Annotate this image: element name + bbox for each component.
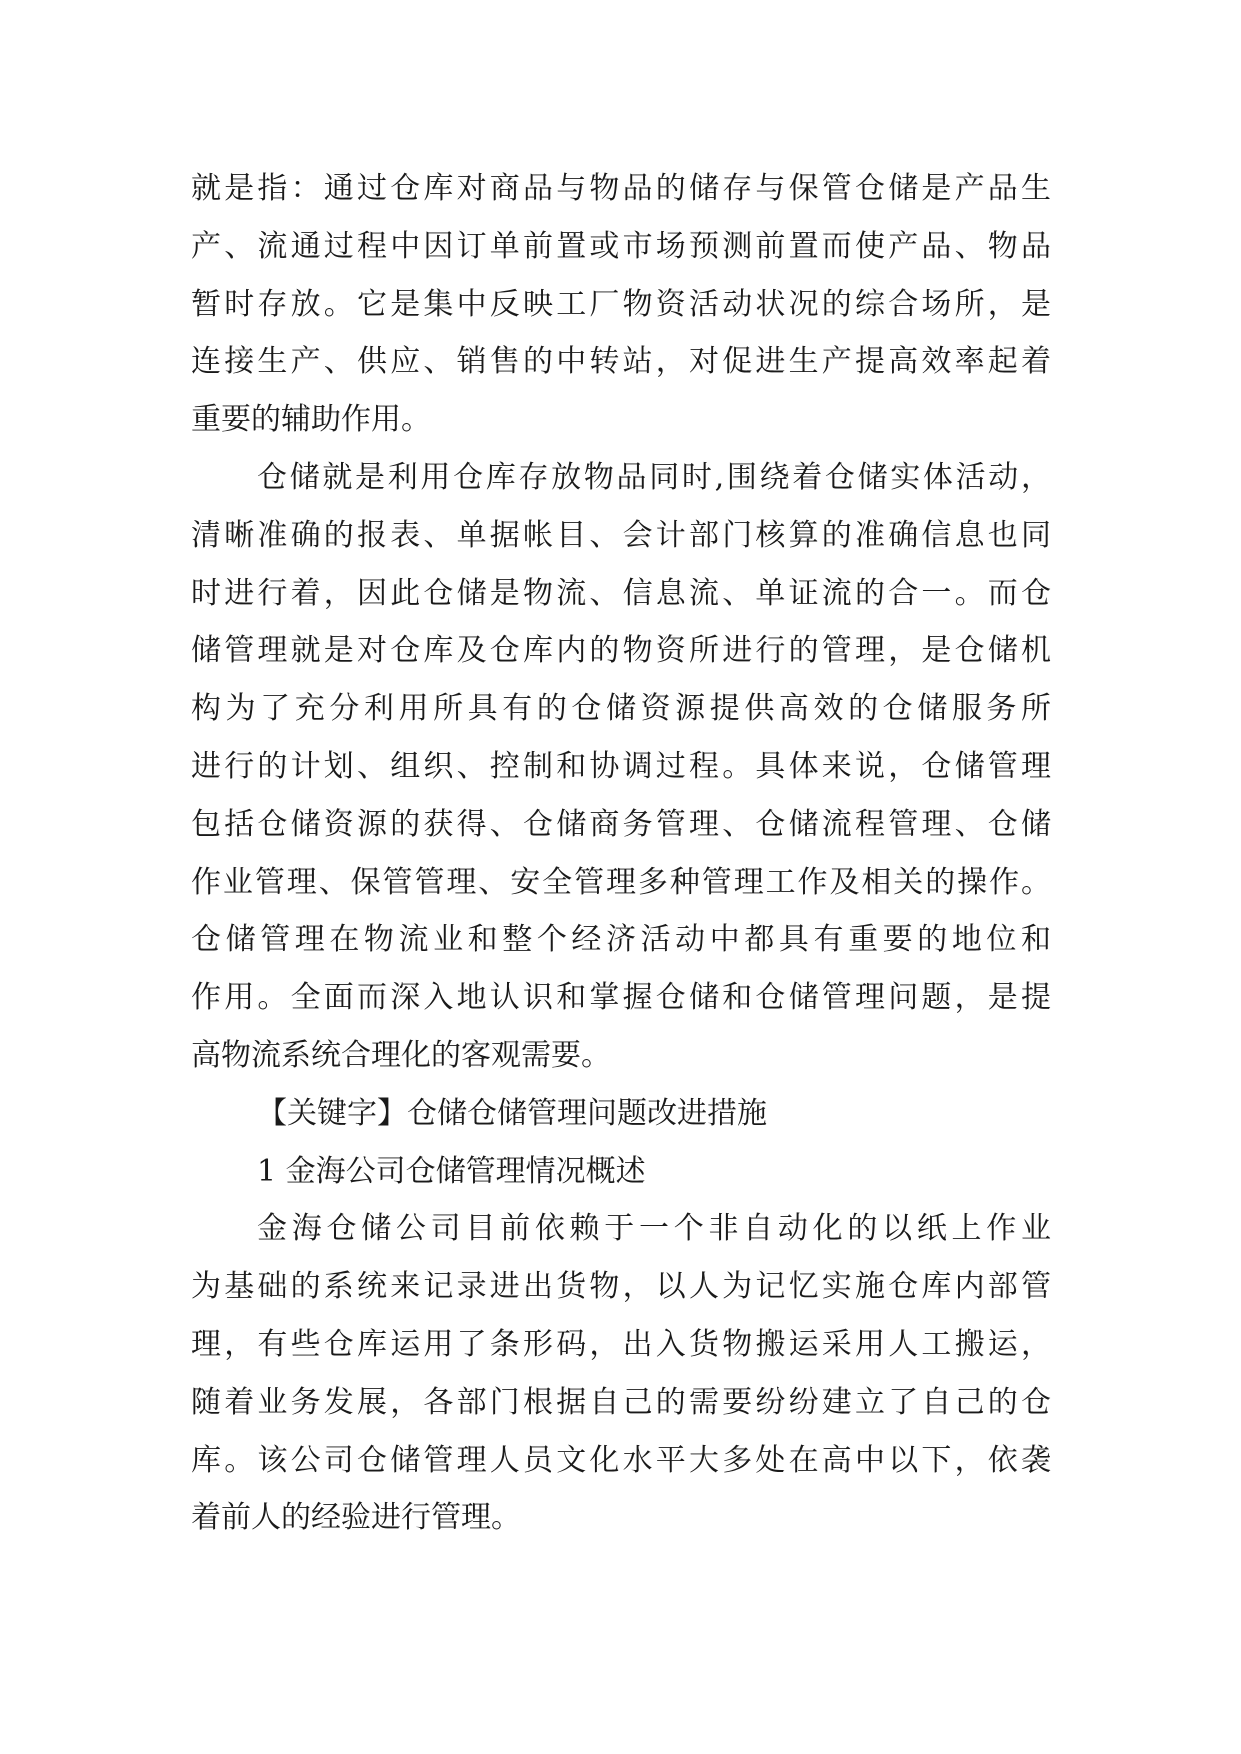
keywords-line: 【关键字】仓储仓储管理问题改进措施 (257, 1095, 767, 1131)
text-line: 仓储管理在物流业和整个经济活动中都具有重要的地位和 (191, 922, 1051, 958)
text-line: 进行的计划、组织、控制和协调过程。具体来说，仓储管理 (191, 748, 1051, 784)
text-line: 暂时存放。它是集中反映工厂物资活动状况的综合场所，是 (191, 286, 1051, 322)
text-line: 就是指：通过仓库对商品与物品的储存与保管仓储是产品生 (191, 171, 1051, 206)
text-line: 连接生产、供应、销售的中转站，对促进生产提高效率起着 (191, 344, 1051, 380)
text-line: 理，有些仓库运用了条形码，出入货物搬运采用人工搬运， (191, 1326, 1051, 1362)
text-line: 清晰准确的报表、单据帐目、会计部门核算的准确信息也同 (191, 517, 1051, 553)
text-line: 包括仓储资源的获得、仓储商务管理、仓储流程管理、仓储 (191, 806, 1051, 842)
section-heading: 1 金海公司仓储管理情况概述 (257, 1153, 646, 1189)
text-line: 着前人的经验进行管理。 (191, 1500, 521, 1536)
text-line: 随着业务发展，各部门根据自己的需要纷纷建立了自己的仓 (191, 1384, 1051, 1420)
text-line: 高物流系统合理化的客观需要。 (191, 1037, 611, 1073)
text-line: 构为了充分利用所具有的仓储资源提供高效的仓储服务所 (191, 691, 1051, 727)
paragraph-start-line: 金海仓储公司目前依赖于一个非自动化的以纸上作业 (257, 1211, 1051, 1247)
text-line: 库。该公司仓储管理人员文化水平大多处在高中以下，依袭 (191, 1442, 1051, 1478)
text-line: 重要的辅助作用。 (191, 402, 431, 438)
text-line: 产、流通过程中因订单前置或市场预测前置而使产品、物品 (191, 228, 1051, 264)
body-text (191, 160, 1051, 1547)
paragraph-start-line: 仓储就是利用仓库存放物品同时,围绕着仓储实体活动， (257, 459, 1051, 495)
text-line: 作用。全面而深入地认识和掌握仓储和仓储管理问题，是提 (191, 980, 1051, 1016)
text-line: 时进行着，因此仓储是物流、信息流、单证流的合一。而仓 (191, 575, 1051, 611)
text-line: 作业管理、保管管理、安全管理多种管理工作及相关的操作。 (191, 864, 1051, 900)
text-line: 储管理就是对仓库及仓库内的物资所进行的管理，是仓储机 (191, 633, 1051, 669)
text-line: 为基础的系统来记录进出货物，以人为记忆实施仓库内部管 (191, 1269, 1051, 1305)
